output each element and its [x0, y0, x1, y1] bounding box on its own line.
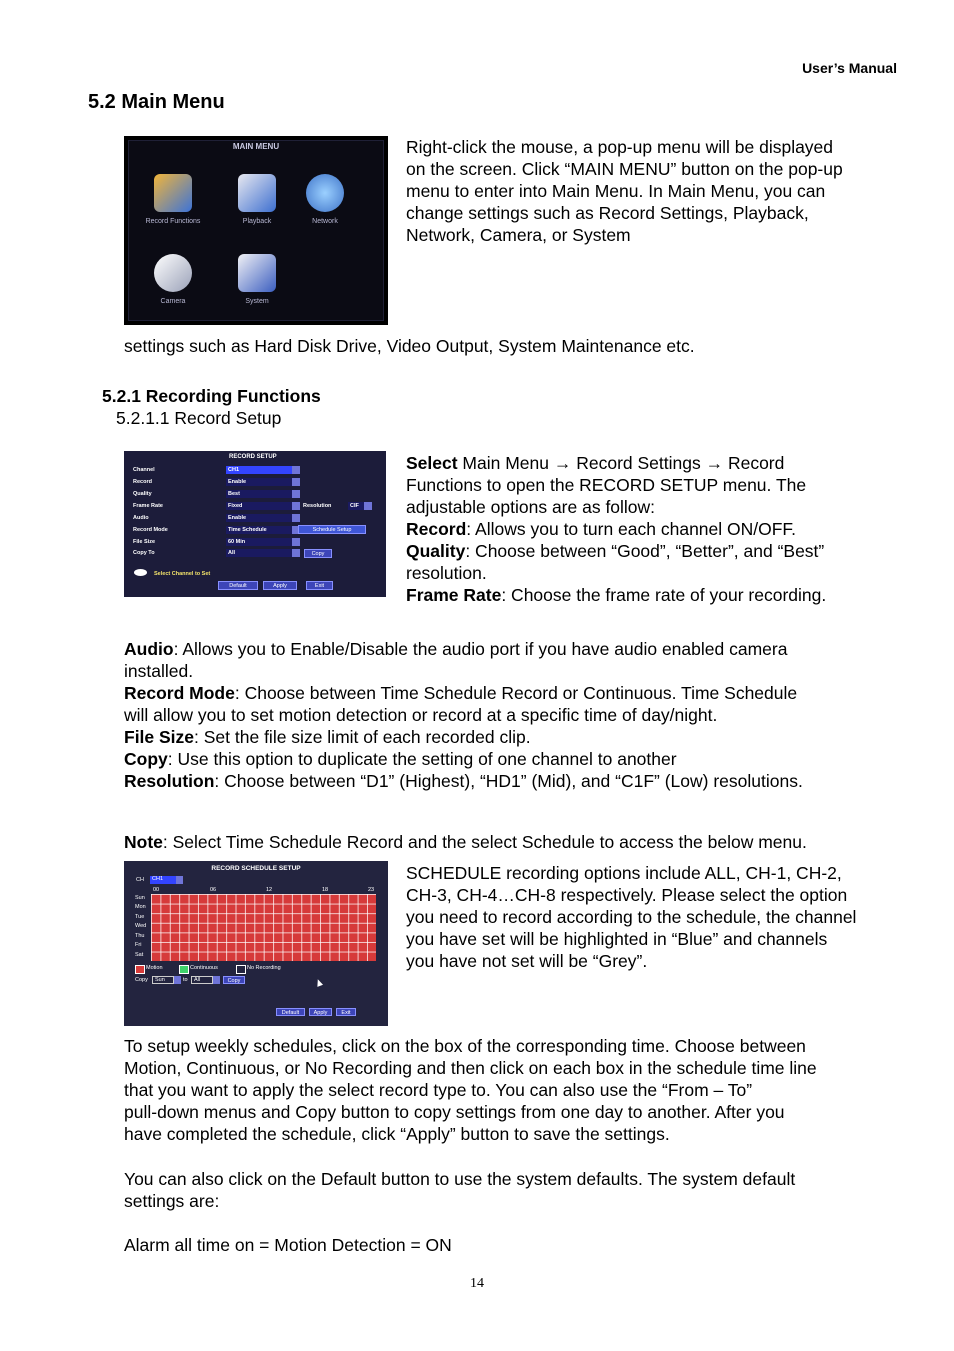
- apply-button[interactable]: Apply: [309, 1008, 332, 1016]
- file-size-select[interactable]: 60 Min: [226, 538, 292, 546]
- chevron-down-icon[interactable]: [174, 976, 181, 984]
- camera-label: Camera: [160, 298, 186, 305]
- apply-button[interactable]: Apply: [263, 581, 297, 590]
- schedule-setup-button[interactable]: Schedule Setup: [298, 525, 366, 534]
- chevron-down-icon[interactable]: [292, 502, 300, 510]
- subsection-subtitle: 5.2.1.1 Record Setup: [116, 408, 282, 428]
- defaults-paragraph: You can also click on the Default button to use the system defaults. The system default settings are:: [124, 1169, 796, 1211]
- continuous-checkbox[interactable]: [179, 965, 189, 974]
- to-day-select[interactable]: All: [191, 976, 213, 984]
- copy-button[interactable]: Copy: [304, 549, 332, 558]
- channel-dot-icon: [134, 569, 147, 576]
- schedule-title: RECORD SCHEDULE SETUP: [211, 865, 301, 872]
- record-functions-item: [138, 174, 208, 225]
- intro-paragraph: Right-click the mouse, a pop-up menu will be displayed on the screen. Click “MAIN MENU” button on the pop-up menu to enter into Main Menu. In Main Menu, you can change settings such as Record Settings, Playback, Network, Camera, or System: [406, 137, 843, 245]
- resolution-label: Resolution: [303, 503, 332, 509]
- record-mode-select[interactable]: Time Schedule: [226, 526, 292, 534]
- playback-icon: [238, 174, 276, 212]
- network-label: Network: [312, 218, 338, 225]
- default-button[interactable]: Default: [218, 581, 258, 590]
- chevron-down-icon[interactable]: [176, 876, 183, 884]
- camera-icon: [154, 254, 192, 292]
- chevron-down-icon[interactable]: [213, 976, 220, 984]
- intro-continuation: settings such as Hard Disk Drive, Video Output, System Maintenance etc.: [124, 336, 695, 356]
- quality-select[interactable]: Best: [226, 490, 292, 498]
- network-item: [290, 174, 360, 225]
- section-title: 5.2 Main Menu: [88, 91, 225, 113]
- exit-button[interactable]: Exit: [306, 581, 333, 590]
- from-day-select[interactable]: Sun: [152, 976, 174, 984]
- options-list: Audio: Allows you to Enable/Disable the audio port if you have audio enabled camera installed. Record Mode: Choose between Time Schedule Record or Continuous. Time Schedule will allow you to set motion detection or record at a specific time of day/night. File Size: Set the file size limit of each recorded clip. Copy: Use this option to duplicate the setting of one channel to another Resolution: Choose between “D1” (Highest), “HD1” (Mid), and “C1F” (Low) resolutions.: [124, 639, 803, 791]
- select-channel-hint: Select Channel to Set: [154, 571, 211, 577]
- record-setup-title: RECORD SETUP: [229, 454, 277, 460]
- system-icon: [238, 254, 276, 292]
- exit-button[interactable]: Exit: [336, 1008, 356, 1016]
- resolution-select[interactable]: CIF: [348, 502, 364, 510]
- chevron-down-icon[interactable]: [292, 490, 300, 498]
- copy-button[interactable]: Copy: [223, 976, 245, 984]
- record-select[interactable]: Enable: [226, 478, 292, 486]
- schedule-grid[interactable]: [151, 894, 376, 961]
- copy-to-select[interactable]: All: [226, 549, 292, 557]
- chevron-down-icon[interactable]: [292, 478, 300, 486]
- clapperboard-icon: [154, 174, 192, 212]
- chevron-down-icon[interactable]: [364, 502, 372, 510]
- channel-select[interactable]: CH1: [226, 466, 292, 474]
- page-number: 14: [470, 1276, 484, 1291]
- audio-select[interactable]: Enable: [226, 514, 292, 522]
- schedule-description: SCHEDULE recording options include ALL, CH-1, CH-2, CH-3, CH-4…CH-8 respectively. Please select the option you need to record according to the schedule, the channel you have set will be highlighted in “Blue” and channels you have not set will be “Grey”.: [406, 863, 857, 971]
- chevron-down-icon[interactable]: [292, 538, 300, 546]
- default-button[interactable]: Default: [276, 1008, 305, 1016]
- chevron-down-icon[interactable]: [292, 466, 300, 474]
- main-menu-screenshot: [124, 136, 388, 325]
- system-item: [222, 254, 292, 305]
- system-label: System: [245, 298, 269, 305]
- alarm-default-line: Alarm all time on = Motion Detection = ON: [124, 1235, 452, 1255]
- main-menu-title: MAIN MENU: [232, 142, 280, 151]
- no-recording-checkbox[interactable]: [236, 965, 246, 974]
- record-functions-label: Record Functions: [145, 218, 201, 225]
- chevron-down-icon[interactable]: [292, 549, 300, 557]
- playback-item: [222, 174, 292, 225]
- globe-icon: [306, 174, 344, 212]
- weekly-paragraph: To setup weekly schedules, click on the box of the corresponding time. Choose between Motion, Continuous, or No Recording and then click on each box in the schedule time line that you want to apply the select record type to. You can also use the “From – To” pull-down menus and Copy button to copy settings from one day to another. After you have completed the schedule, click “Apply” button to save the settings.: [124, 1036, 817, 1144]
- note-line: Note: Select Time Schedule Record and the select Schedule to access the below menu.: [124, 832, 807, 852]
- cursor-icon: [315, 978, 323, 987]
- motion-checkbox[interactable]: [135, 965, 145, 974]
- camera-item: [138, 254, 208, 305]
- manual-header: User’s Manual: [802, 60, 897, 76]
- playback-label: Playback: [242, 218, 272, 225]
- record-description: Select Main Menu → Record Settings → Record Functions to open the RECORD SETUP menu. The adjustable options are as follow: Record: Allows you to turn each channel ON/OFF. Quality: Choose between “Good”, “Better”, and “Best” resolution. Frame Rate: Choose the frame rate of your recording.: [406, 453, 827, 605]
- record-schedule-screenshot: RECORD SCHEDULE SETUP CH CH1 00 06 12 18 23 Sun Mon Tue Wed Thu Fri Sat Motion Continuous No Recording Copy Sun to All Copy Default Apply Exit: [124, 861, 388, 1026]
- subsection-title: 5.2.1 Recording Functions: [102, 386, 321, 406]
- frame-rate-select[interactable]: Fixed: [226, 502, 292, 510]
- record-setup-screenshot: RECORD SETUP Channel Record Quality Frame Rate Audio Record Mode File Size Copy To CH1 Enable Best Fixed Enable Time Schedule 60 Min All Resolution CIF Schedule Setup Copy Select Channel to Set Default Apply Exit: [124, 451, 386, 597]
- channel-select[interactable]: CH1: [150, 876, 178, 884]
- chevron-down-icon[interactable]: [292, 514, 300, 522]
